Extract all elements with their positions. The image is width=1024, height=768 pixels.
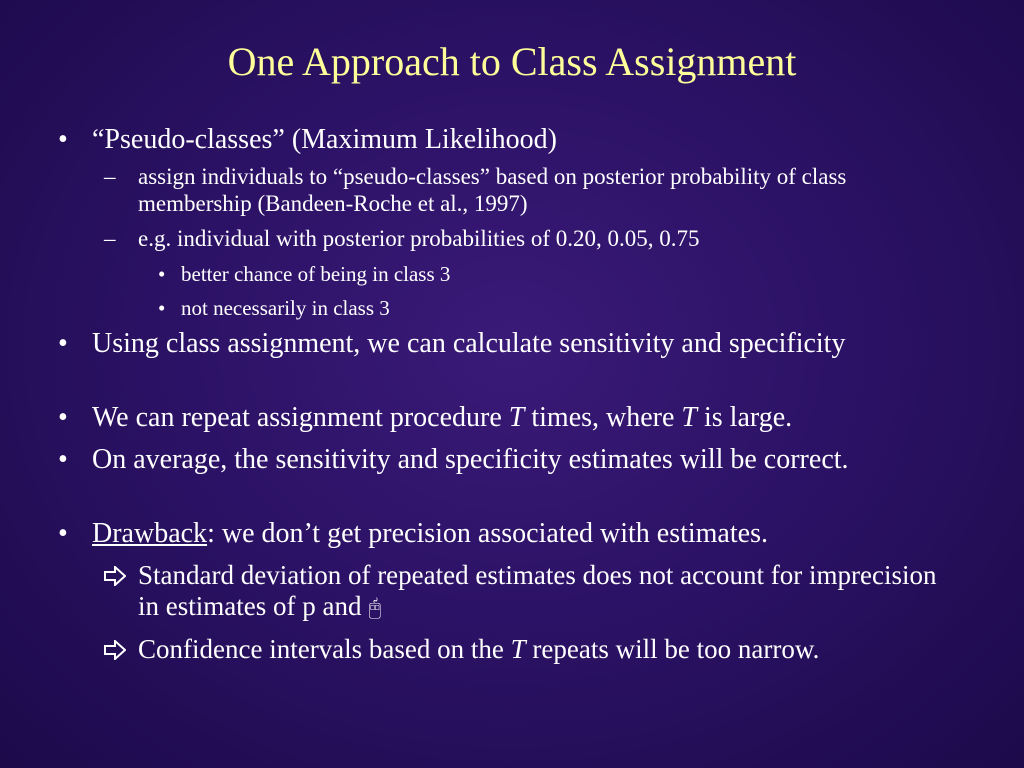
sub-bullet-text: assign individuals to “pseudo-classes” based on posterior probability of class membership (Bandeen-Roche et al., 1997): [138, 164, 847, 216]
bullet-text: “Pseudo-classes” (Maximum Likelihood): [92, 124, 558, 155]
bullet-class-assignment: [58, 328, 878, 360]
sub-sub-bullet-better-chance: [158, 262, 958, 286]
arrow-bullet-text: Standard deviation of repeated estimates does not account for imprecision in estimates of p and 🖰: [138, 560, 937, 622]
bullet-marker: •: [58, 328, 68, 359]
bullet-text: Drawback: we don’t get precision associated with estimates.: [92, 518, 768, 549]
bullet-marker: •: [58, 124, 68, 155]
arrow-bullet-standard-deviation: [104, 560, 964, 622]
arrow-bullet-confidence-intervals: [104, 634, 964, 665]
bullet-marker: •: [58, 444, 68, 475]
drawback-label: Drawback: [92, 518, 208, 549]
sub-bullet-assign-individuals: [104, 164, 964, 218]
bullet-repeat-assignment: [58, 402, 978, 434]
arrow-bullet-text: Confidence intervals based on the T repeats will be too narrow.: [138, 634, 820, 664]
dash-marker: –: [104, 164, 116, 189]
bullet-marker: •: [158, 296, 166, 320]
bullet-marker: •: [158, 262, 166, 286]
bullet-drawback: [58, 518, 978, 550]
sub-sub-bullet-text: better chance of being in class 3: [181, 262, 451, 286]
bullet-marker: •: [58, 518, 68, 549]
right-arrow-icon: [104, 566, 126, 586]
bullet-on-average: [58, 444, 918, 476]
bullet-text: Using class assignment, we can calculate sensitivity and specificity: [92, 328, 846, 359]
sub-bullet-text: e.g. individual with posterior probabilities of 0.20, 0.05, 0.75: [138, 226, 700, 251]
sub-sub-bullet-text: not necessarily in class 3: [181, 296, 390, 320]
slide-title: One Approach to Class Assignment: [227, 39, 797, 84]
bullet-text: On average, the sensitivity and specificity estimates will be correct.: [92, 444, 849, 475]
mouse-symbol-icon: 🖰: [368, 595, 382, 621]
right-arrow-icon: [104, 640, 126, 660]
bullet-pseudo-classes: [58, 124, 958, 156]
sub-sub-bullet-not-necessarily: [158, 296, 958, 320]
sub-bullet-example: [104, 226, 964, 253]
dash-marker: –: [104, 226, 116, 251]
bullet-text: We can repeat assignment procedure T times, where T is large.: [92, 402, 793, 433]
bullet-marker: •: [58, 402, 68, 433]
